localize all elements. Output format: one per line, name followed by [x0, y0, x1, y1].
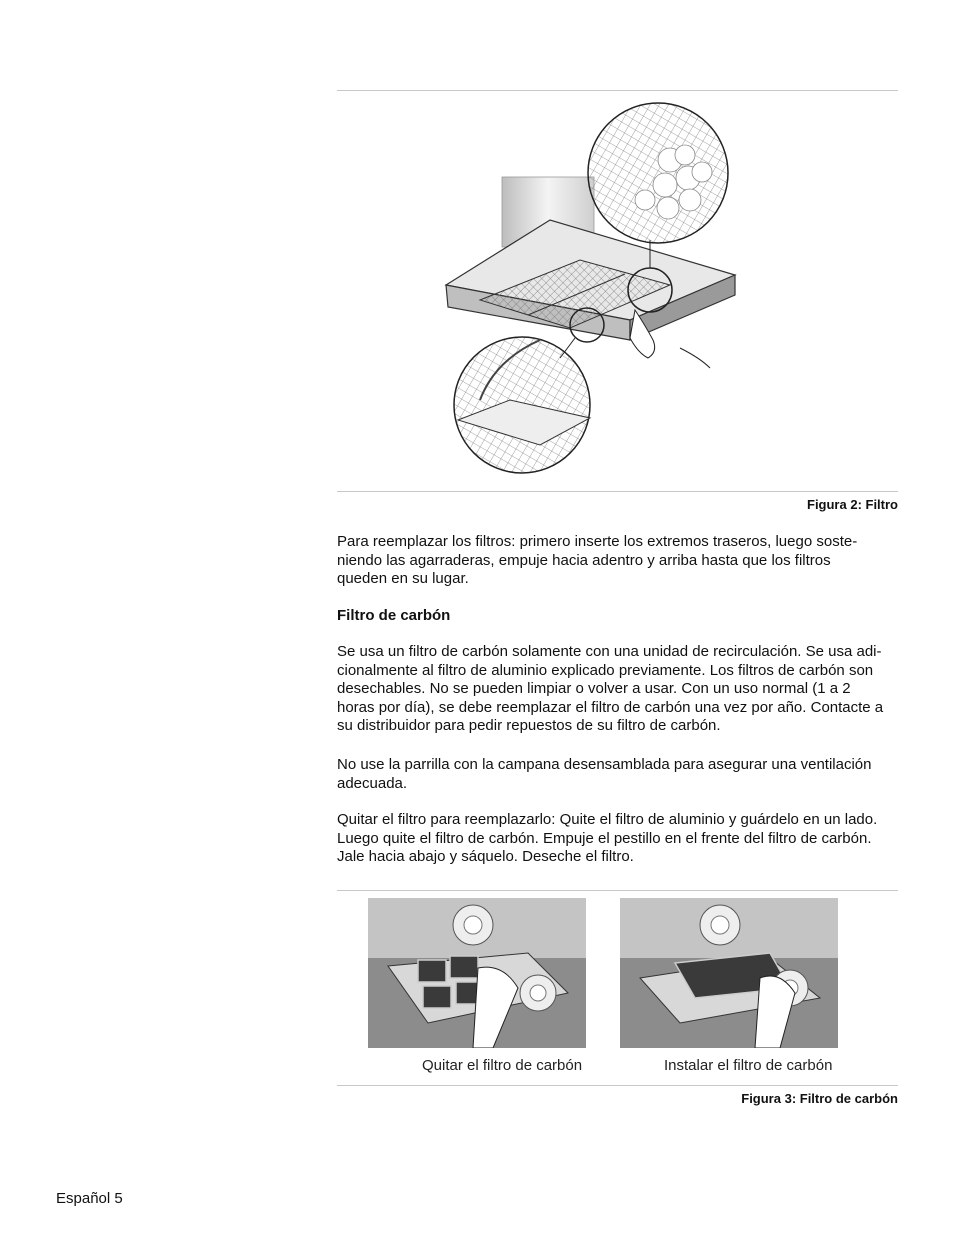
- replace-filters-paragraph: Para reemplazar los filtros: primero inserte los extremos traseros, luego soste- niendo las agarraderas, empuje hacia adentro y arriba hasta que los filtros queden en su lugar.: [337, 533, 858, 587]
- figure-2-hood-filter-illustration: [440, 100, 740, 480]
- install-carbon-filter-label: Instalar el filtro de carbón: [664, 1057, 833, 1074]
- figure-3-rule: [337, 1085, 898, 1086]
- figure-3-top-rule: [337, 890, 898, 891]
- remove-carbon-filter-illustration: [368, 898, 586, 1048]
- figure-3-caption: Figura 3: Filtro de carbón: [741, 1091, 898, 1106]
- carbon-filter-heading: Filtro de carbón: [337, 607, 451, 624]
- figure-2-caption: Figura 2: Filtro: [807, 497, 898, 512]
- grill-note-paragraph: No use la parrilla con la campana desensamblada para asegurar una ventilación adecuada.: [337, 756, 872, 792]
- page-number: Español 5: [56, 1190, 123, 1207]
- carbon-filter-paragraph: Se usa un filtro de carbón solamente con una unidad de recirculación. Se usa adi- cionalmente al filtro de aluminio explicado previamente. Los filtros de carbón son desechables. No se pueden limpiar o volver a usar. Con un uso normal (1 a 2 horas por día), se debe reemplazar el filtro de carbón una vez por año. Contacte a su distribuidor para pedir repuestos de su filtro de carbón.: [337, 643, 884, 734]
- install-carbon-filter-illustration: [620, 898, 838, 1048]
- remove-filter-paragraph: Quitar el filtro para reemplazarlo: Quite el filtro de aluminio y guárdelo en un lado. Luego quite el filtro de carbón. Empuje el pestillo en el frente del filtro de carbón. Jale hacia abajo y sáquelo. Deseche el filtro.: [337, 811, 878, 865]
- remove-carbon-filter-label: Quitar el filtro de carbón: [422, 1057, 583, 1074]
- figure-2-rule: [337, 491, 898, 492]
- top-rule: [337, 90, 898, 91]
